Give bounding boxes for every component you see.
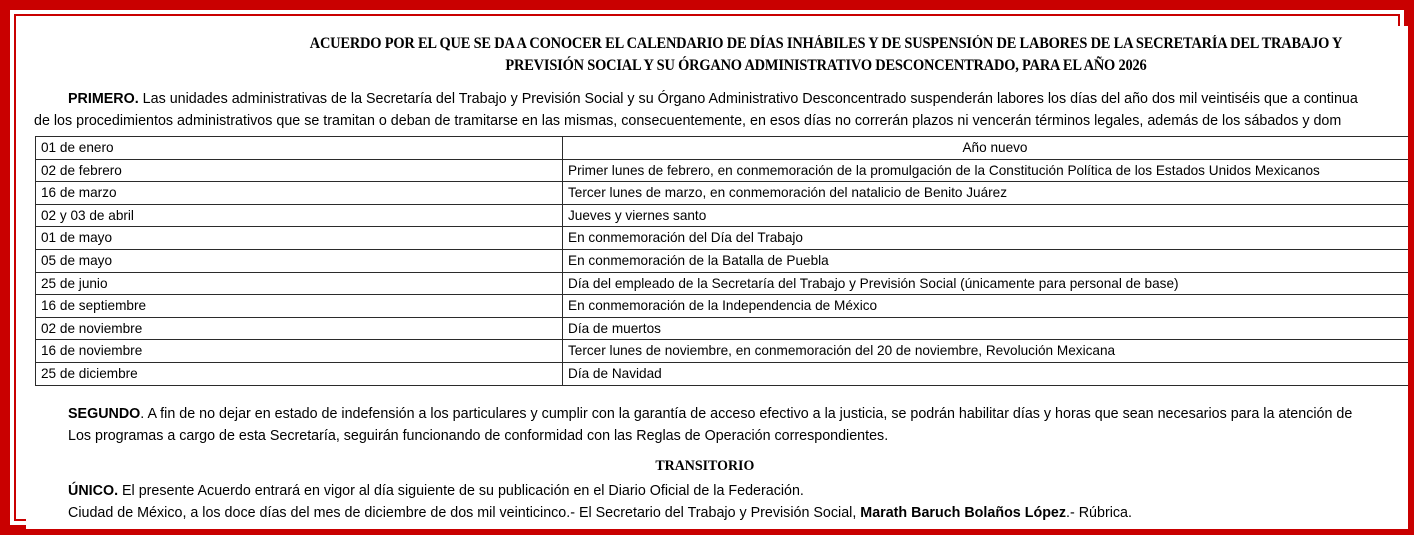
paragraph-closing-line [34, 503, 1408, 525]
paragraph-primero-label: PRIMERO. [68, 91, 139, 107]
calendar-table [35, 136, 1408, 386]
cell-date: 25 de junio [36, 272, 563, 295]
document-title: ACUERDO POR EL QUE SE DA A CONOCER EL CALENDARIO DE DÍAS INHÁBILES Y DE SUSPENSIÓN DE LABORES DE LA SECRETARÍA DEL TRABAJO Y PREVISIÓN SOCIAL Y SU ÓRGANO ADMINISTRATIVO DESCONCENTRADO, PARA EL AÑO 2026 [309, 35, 1343, 74]
table-row [36, 137, 1409, 160]
table-row [36, 182, 1409, 205]
table-row [36, 272, 1409, 295]
cell-description: En conmemoración del Día del Trabajo [563, 227, 1409, 250]
document-page-content [26, 26, 1408, 529]
paragraph-primero-line-1 [34, 89, 1408, 111]
paragraph-primero-line-1-text: Las unidades administrativas de la Secretaría del Trabajo y Previsión Social y su Órgano Administrativo Desconcentrado suspenderán labores los días del año dos mil veintiséis que a continua [138, 91, 1358, 107]
paragraph-primero [34, 89, 1408, 132]
paragraph-unico [34, 481, 1408, 524]
paragraph-segundo-line-2: Los programas a cargo de esta Secretaría, seguirán funcionando de conformidad con las Reglas de Operación correspondientes. [68, 427, 889, 444]
cell-description: Día de Navidad [563, 362, 1409, 385]
paragraph-segundo [34, 404, 1408, 447]
calendar-table-body [36, 137, 1409, 386]
cell-date: 05 de mayo [36, 249, 563, 272]
cell-date: 01 de enero [36, 137, 563, 160]
cell-date: 02 de febrero [36, 159, 563, 182]
cell-date: 02 y 03 de abril [36, 204, 563, 227]
cell-description: Tercer lunes de marzo, en conmemoración del natalicio de Benito Juárez [563, 182, 1409, 205]
closing-prefix-text: Ciudad de México, a los doce días del mes de diciembre de dos mil veinticinco.- El Secretario del Trabajo y Previsión Social, [68, 504, 861, 521]
table-row [36, 362, 1409, 385]
cell-date: 01 de mayo [36, 227, 563, 250]
cell-description: Año nuevo [563, 137, 1409, 160]
cell-date: 25 de diciembre [36, 362, 563, 385]
cell-date: 02 de noviembre [36, 317, 563, 340]
table-row [36, 249, 1409, 272]
signatory-name: Marath Baruch Bolaños López [860, 504, 1067, 521]
paragraph-unico-label: ÚNICO. [68, 483, 119, 499]
paragraph-segundo-label: SEGUNDO [68, 406, 141, 422]
closing-suffix-text: .- Rúbrica. [1066, 504, 1132, 521]
paragraph-segundo-line-1 [34, 404, 1408, 426]
paragraph-unico-line-1-text: El presente Acuerdo entrará en vigor al día siguiente de su publicación en el Diario Oficial de la Federación. [118, 483, 804, 499]
table-row [36, 204, 1409, 227]
cell-description: Tercer lunes de noviembre, en conmemoración del 20 de noviembre, Revolución Mexicana [563, 340, 1409, 363]
cell-description: En conmemoración de la Batalla de Puebla [563, 249, 1409, 272]
table-row [36, 340, 1409, 363]
cell-description: Primer lunes de febrero, en conmemoración de la promulgación de la Constitución Política de los Estados Unidos Mexicanos [563, 159, 1409, 182]
transitorio-heading: TRANSITORIO [655, 458, 755, 474]
paragraph-unico-line-1 [34, 481, 1408, 503]
paragraph-primero-line-2: de los procedimientos administrativos que se tramitan o deban de tramitarse en las mismas, consecuentemente, en esos días no correrán plazos ni vencerán términos legales, además de los sábados y dom [34, 112, 1342, 129]
cell-description: En conmemoración de la Independencia de México [563, 295, 1409, 318]
table-row [36, 317, 1409, 340]
cell-date: 16 de septiembre [36, 295, 563, 318]
cell-date: 16 de marzo [36, 182, 563, 205]
table-row [36, 295, 1409, 318]
cell-description: Día del empleado de la Secretaría del Trabajo y Previsión Social (únicamente para personal de base) [563, 272, 1409, 295]
table-row [36, 227, 1409, 250]
cell-description: Día de muertos [563, 317, 1409, 340]
paragraph-segundo-line-1-text: . A fin de no dejar en estado de indefensión a los particulares y cumplir con la garantía de acceso efectivo a la justicia, se podrán habilitar días y horas que sean necesarios para la atención de [140, 406, 1353, 422]
cell-date: 16 de noviembre [36, 340, 563, 363]
cell-description: Jueves y viernes santo [563, 204, 1409, 227]
table-row [36, 159, 1409, 182]
